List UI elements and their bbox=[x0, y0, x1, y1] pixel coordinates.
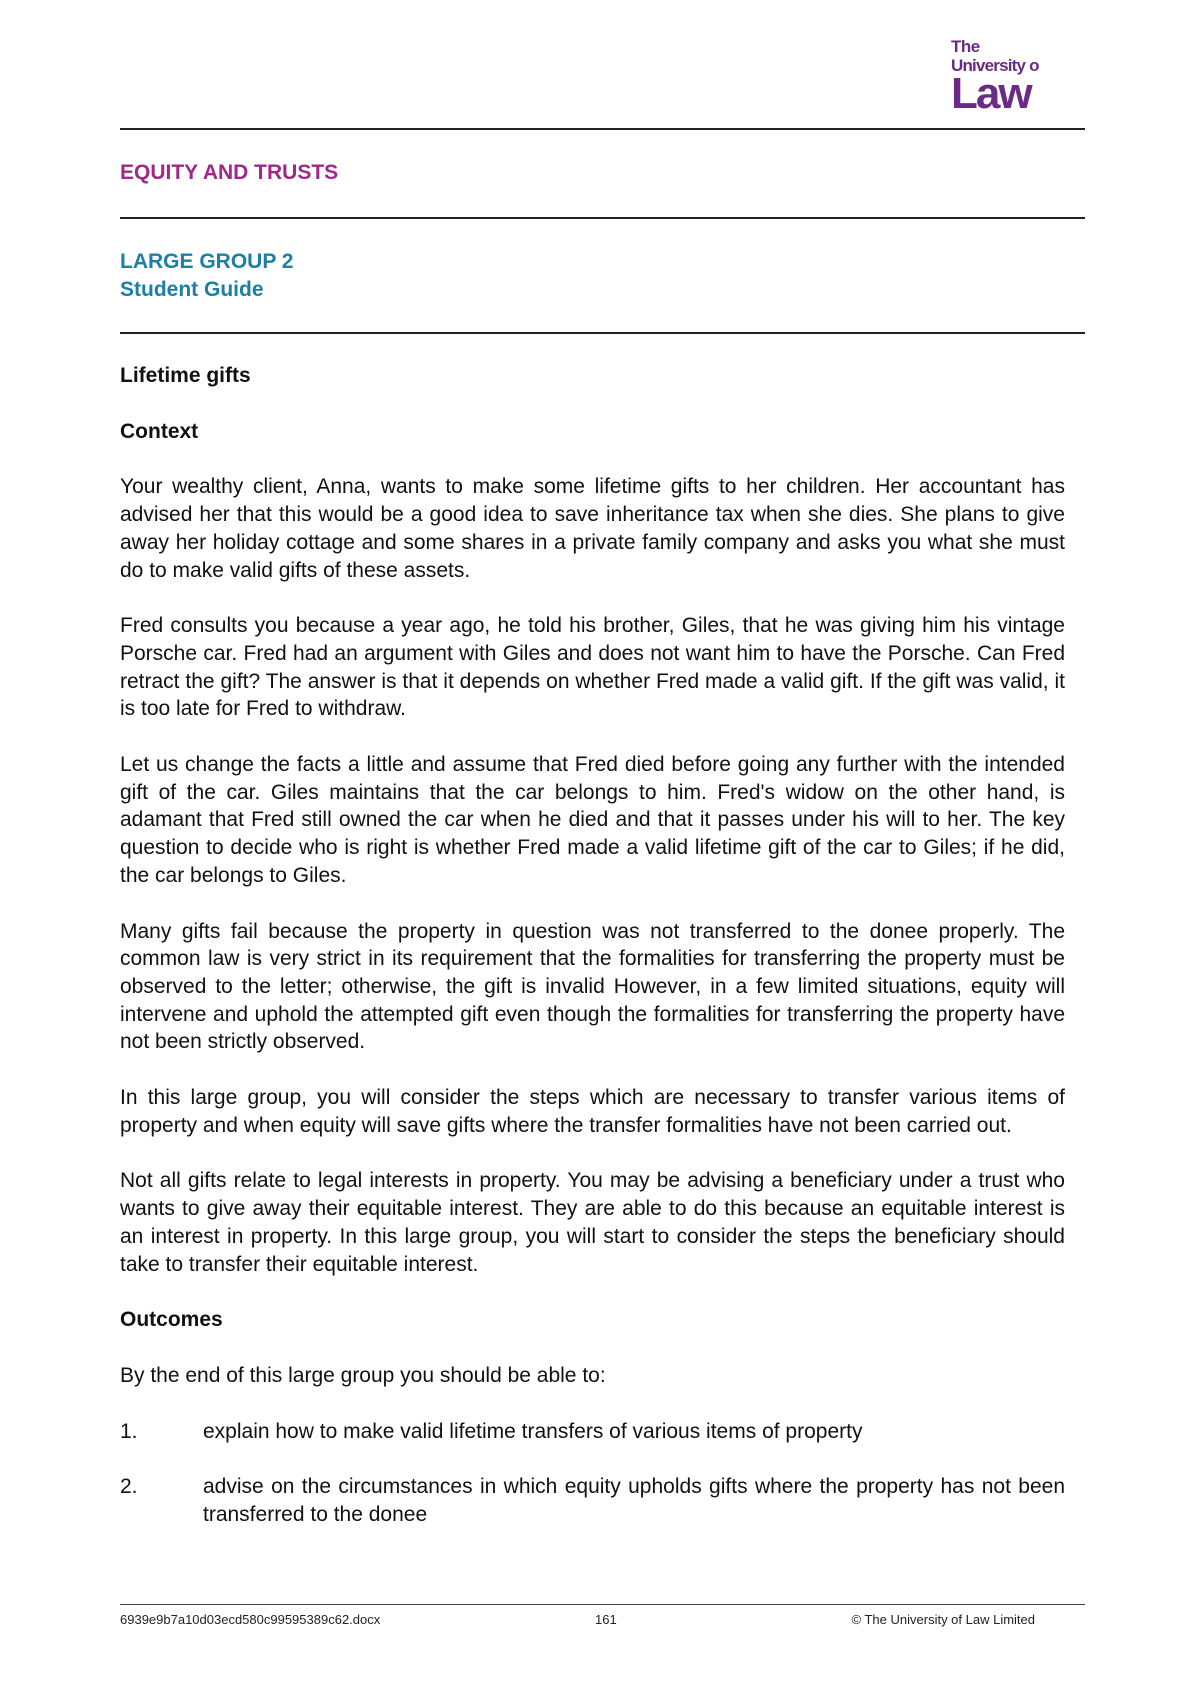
subject-title: EQUITY AND TRUSTS bbox=[120, 161, 339, 184]
context-paragraph: Not all gifts relate to legal interests in property. You may be advising a beneficiary under a trust who wants to give away their equitable interest. They are able to do this because an equitable interest is an interest in property. In this large group, you will start to consider the steps the beneficiary should take to transfer their equitable interest. bbox=[120, 1169, 1065, 1276]
outcome-item bbox=[120, 1418, 1065, 1446]
context-paragraph: Your wealthy client, Anna, wants to make some lifetime gifts to her children. Her accountant has advised her that this would be a good idea to save inheritance tax when she dies. She plans to give away her holiday cottage and some shares in a private family company and asks you what she must do to make valid gifts of these assets. bbox=[120, 475, 1065, 582]
university-of-law-logo bbox=[951, 38, 1081, 116]
footer-divider bbox=[120, 1604, 1085, 1605]
context-paragraph: Fred consults you because a year ago, he told his brother, Giles, that he was giving him his vintage Porsche car. Fred had an argument with Giles and does not want him to have the Porsche. Can Fred retract the gift? The answer is that it depends on whether Fred made a valid gift. If the gift was valid, it is too late for Fred to withdraw. bbox=[120, 614, 1065, 721]
section-title: Lifetime gifts bbox=[120, 364, 251, 387]
logo-line-law: Law bbox=[951, 69, 1031, 118]
footer-copyright: © The University of Law Limited bbox=[851, 1612, 1035, 1627]
outcome-text: advise on the circumstances in which equity upholds gifts where the property has not been transferred to the donee bbox=[203, 1475, 1065, 1527]
student-guide-label: Student Guide bbox=[120, 278, 264, 301]
footer-page-number: 161 bbox=[595, 1612, 617, 1627]
context-paragraph: Many gifts fail because the property in question was not transferred to the donee properly. The common law is very strict in its requirement that the formalities for transferring the property must be observed to the letter; otherwise, the gift is invalid However, in a few limited situations, equity will intervene and uphold the attempted gift even though the formalities for transferring the property have not been strictly observed. bbox=[120, 919, 1065, 1054]
logo-line-university: University o bbox=[951, 56, 1039, 75]
header-divider-top bbox=[120, 128, 1085, 130]
outcome-text: explain how to make valid lifetime transfers of various items of property bbox=[203, 1419, 863, 1443]
header-divider-middle bbox=[120, 217, 1085, 219]
group-title-block bbox=[120, 248, 293, 304]
header-divider-bottom bbox=[120, 332, 1085, 334]
logo-line-the: The bbox=[951, 37, 980, 56]
context-paragraph: Let us change the facts a little and assume that Fred died before going any further with the intended gift of the car. Giles maintains that the car belongs to him. Fred's widow on the other hand, is adamant that Fred still owned the car when he died and that it passes under his will to her. The key question to decide who is right is whether Fred made a valid lifetime gift of the car to Giles; if he did, the car belongs to Giles. bbox=[120, 753, 1065, 887]
outcome-item bbox=[120, 1473, 1065, 1528]
document-body bbox=[120, 362, 1065, 1557]
footer-filename: 6939e9b7a10d03ecd580c99595389c62.docx bbox=[120, 1612, 381, 1627]
outcome-number: 2. bbox=[120, 1475, 138, 1499]
large-group-label: LARGE GROUP 2 bbox=[120, 250, 294, 273]
context-heading: Context bbox=[120, 419, 199, 443]
outcomes-heading: Outcomes bbox=[120, 1308, 223, 1332]
context-paragraph: In this large group, you will consider the steps which are necessary to transfer various items of property and when equity will save gifts where the transfer formalities have not been carried out. bbox=[120, 1086, 1065, 1137]
outcomes-intro: By the end of this large group you should be able to: bbox=[120, 1363, 606, 1387]
outcome-number: 1. bbox=[120, 1419, 138, 1443]
